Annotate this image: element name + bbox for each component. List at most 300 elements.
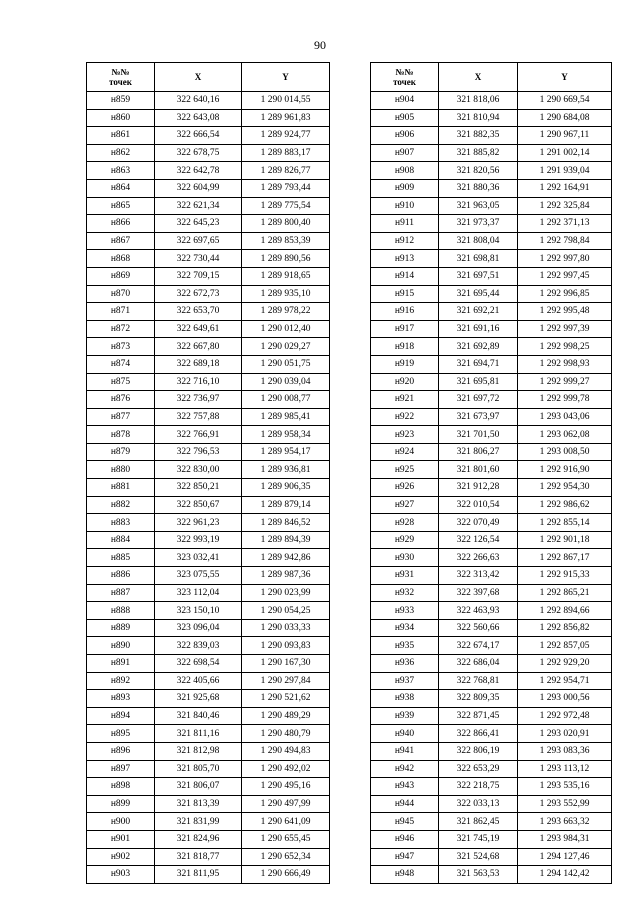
cell-y: 1 292 986,62	[518, 496, 612, 514]
cell-point: н866	[87, 215, 155, 233]
cell-point: н926	[371, 479, 439, 497]
cell-y: 1 290 033,33	[242, 619, 330, 637]
cell-point: н863	[87, 162, 155, 180]
cell-y: 1 292 894,66	[518, 602, 612, 620]
cell-y: 1 289 987,36	[242, 567, 330, 585]
header-point-line1: №№	[395, 67, 414, 77]
cell-point: н864	[87, 179, 155, 197]
table-row	[87, 408, 330, 426]
cell-y: 1 289 936,81	[242, 461, 330, 479]
cell-x: 321 813,39	[155, 795, 242, 813]
table-row	[87, 584, 330, 602]
cell-point: н865	[87, 197, 155, 215]
cell-y: 1 290 051,75	[242, 355, 330, 373]
cell-x: 322 642,78	[155, 162, 242, 180]
cell-y: 1 289 853,39	[242, 232, 330, 250]
cell-x: 322 405,66	[155, 672, 242, 690]
cell-y: 1 292 998,25	[518, 338, 612, 356]
cell-y: 1 290 521,62	[242, 690, 330, 708]
cell-x: 321 880,36	[439, 179, 518, 197]
cell-point: н912	[371, 232, 439, 250]
table-row	[371, 92, 612, 110]
cell-point: н895	[87, 725, 155, 743]
cell-point: н920	[371, 373, 439, 391]
table-row	[87, 250, 330, 268]
cell-point: н877	[87, 408, 155, 426]
cell-x: 321 885,82	[439, 144, 518, 162]
cell-point: н932	[371, 584, 439, 602]
table-row	[87, 303, 330, 321]
table-row	[87, 672, 330, 690]
table-row	[87, 443, 330, 461]
cell-point: н948	[371, 866, 439, 884]
table-row	[371, 320, 612, 338]
cell-x: 321 806,07	[155, 778, 242, 796]
cell-x: 321 912,28	[439, 479, 518, 497]
cell-point: н860	[87, 109, 155, 127]
cell-y: 1 290 641,09	[242, 813, 330, 831]
table-row	[87, 179, 330, 197]
table-row	[87, 373, 330, 391]
cell-point: н899	[87, 795, 155, 813]
cell-point: н941	[371, 742, 439, 760]
cell-y: 1 292 371,13	[518, 215, 612, 233]
cell-point: н915	[371, 285, 439, 303]
cell-x: 321 695,44	[439, 285, 518, 303]
cell-y: 1 289 942,86	[242, 549, 330, 567]
table-row	[87, 830, 330, 848]
cell-x: 322 689,18	[155, 355, 242, 373]
cell-x: 322 736,97	[155, 391, 242, 409]
cell-y: 1 290 655,45	[242, 830, 330, 848]
cell-x: 322 850,67	[155, 496, 242, 514]
cell-point: н939	[371, 707, 439, 725]
cell-y: 1 289 954,17	[242, 443, 330, 461]
cell-x: 321 806,27	[439, 443, 518, 461]
cell-y: 1 294 142,42	[518, 866, 612, 884]
cell-y: 1 289 906,35	[242, 479, 330, 497]
cell-y: 1 290 684,08	[518, 109, 612, 127]
table-row	[371, 655, 612, 673]
cell-point: н897	[87, 760, 155, 778]
cell-x: 322 697,65	[155, 232, 242, 250]
cell-x: 322 463,93	[439, 602, 518, 620]
cell-x: 321 805,70	[155, 760, 242, 778]
cell-point: н933	[371, 602, 439, 620]
cell-x: 322 666,54	[155, 127, 242, 145]
table-row	[87, 637, 330, 655]
table-row	[87, 742, 330, 760]
cell-point: н896	[87, 742, 155, 760]
cell-point: н880	[87, 461, 155, 479]
cell-x: 322 313,42	[439, 567, 518, 585]
table-row	[371, 285, 612, 303]
cell-point: н891	[87, 655, 155, 673]
cell-y: 1 292 999,27	[518, 373, 612, 391]
cell-x: 323 112,04	[155, 584, 242, 602]
cell-point: н940	[371, 725, 439, 743]
cell-point: н942	[371, 760, 439, 778]
cell-y: 1 290 492,02	[242, 760, 330, 778]
cell-y: 1 292 915,33	[518, 567, 612, 585]
table-row	[371, 742, 612, 760]
cell-x: 323 075,55	[155, 567, 242, 585]
cell-y: 1 293 062,08	[518, 426, 612, 444]
cell-x: 321 811,95	[155, 866, 242, 884]
cell-point: н883	[87, 514, 155, 532]
cell-y: 1 293 984,31	[518, 830, 612, 848]
table-row	[87, 320, 330, 338]
cell-point: н878	[87, 426, 155, 444]
cell-y: 1 289 985,41	[242, 408, 330, 426]
cell-point: н886	[87, 567, 155, 585]
table-row	[87, 549, 330, 567]
cell-x: 322 604,99	[155, 179, 242, 197]
cell-x: 321 673,97	[439, 408, 518, 426]
table-row	[371, 496, 612, 514]
table-row	[371, 303, 612, 321]
table-row	[371, 866, 612, 884]
cell-x: 322 649,61	[155, 320, 242, 338]
table-row	[87, 496, 330, 514]
cell-x: 322 645,23	[155, 215, 242, 233]
table-row	[371, 813, 612, 831]
cell-point: н921	[371, 391, 439, 409]
cell-x: 322 768,81	[439, 672, 518, 690]
cell-x: 322 560,66	[439, 619, 518, 637]
cell-x: 322 961,23	[155, 514, 242, 532]
cell-x: 321 695,81	[439, 373, 518, 391]
table-row	[371, 179, 612, 197]
table-row	[371, 549, 612, 567]
table-row	[87, 461, 330, 479]
cell-x: 321 824,96	[155, 830, 242, 848]
cell-point: н918	[371, 338, 439, 356]
cell-x: 322 126,54	[439, 531, 518, 549]
table-row	[87, 232, 330, 250]
cell-y: 1 292 999,78	[518, 391, 612, 409]
cell-x: 322 070,49	[439, 514, 518, 532]
cell-point: н875	[87, 373, 155, 391]
table-row	[371, 232, 612, 250]
header-y: Y	[242, 63, 330, 92]
cell-point: н889	[87, 619, 155, 637]
cell-y: 1 290 054,25	[242, 602, 330, 620]
cell-x: 321 801,60	[439, 461, 518, 479]
cell-x: 321 812,98	[155, 742, 242, 760]
cell-x: 321 811,16	[155, 725, 242, 743]
cell-x: 322 866,41	[439, 725, 518, 743]
cell-y: 1 292 929,20	[518, 655, 612, 673]
cell-point: н892	[87, 672, 155, 690]
cell-y: 1 293 663,32	[518, 813, 612, 831]
right-table-body	[371, 92, 612, 884]
table-row	[371, 443, 612, 461]
cell-y: 1 292 995,48	[518, 303, 612, 321]
cell-y: 1 293 008,50	[518, 443, 612, 461]
table-row	[87, 725, 330, 743]
cell-y: 1 289 775,54	[242, 197, 330, 215]
cell-x: 322 757,88	[155, 408, 242, 426]
table-row	[87, 567, 330, 585]
cell-y: 1 292 855,14	[518, 514, 612, 532]
cell-point: н873	[87, 338, 155, 356]
cell-y: 1 293 020,91	[518, 725, 612, 743]
cell-y: 1 290 652,34	[242, 848, 330, 866]
table-row	[87, 355, 330, 373]
cell-point: н890	[87, 637, 155, 655]
cell-x: 322 806,19	[439, 742, 518, 760]
cell-x: 322 839,03	[155, 637, 242, 655]
table-row	[371, 778, 612, 796]
table-row	[371, 373, 612, 391]
cell-x: 322 716,10	[155, 373, 242, 391]
header-point-line2: точек	[109, 77, 132, 87]
cell-x: 322 766,91	[155, 426, 242, 444]
cell-y: 1 289 800,40	[242, 215, 330, 233]
cell-point: н924	[371, 443, 439, 461]
cell-x: 321 698,81	[439, 250, 518, 268]
cell-y: 1 291 002,14	[518, 144, 612, 162]
header-y: Y	[518, 63, 612, 92]
cell-x: 322 686,04	[439, 655, 518, 673]
table-row	[87, 267, 330, 285]
cell-point: н943	[371, 778, 439, 796]
cell-point: н911	[371, 215, 439, 233]
table-row	[371, 144, 612, 162]
cell-point: н922	[371, 408, 439, 426]
table-row	[87, 707, 330, 725]
table-row	[87, 690, 330, 708]
cell-point: н908	[371, 162, 439, 180]
cell-point: н909	[371, 179, 439, 197]
cell-point: н914	[371, 267, 439, 285]
cell-y: 1 289 958,34	[242, 426, 330, 444]
cell-point: н859	[87, 92, 155, 110]
cell-point: н872	[87, 320, 155, 338]
table-row	[87, 848, 330, 866]
table-row	[87, 866, 330, 884]
cell-x: 321 692,21	[439, 303, 518, 321]
cell-point: н930	[371, 549, 439, 567]
cell-x: 321 973,37	[439, 215, 518, 233]
cell-y: 1 289 978,22	[242, 303, 330, 321]
cell-y: 1 290 497,99	[242, 795, 330, 813]
table-row	[87, 92, 330, 110]
cell-y: 1 292 916,90	[518, 461, 612, 479]
cell-y: 1 290 012,40	[242, 320, 330, 338]
cell-x: 322 621,34	[155, 197, 242, 215]
cell-point: н879	[87, 443, 155, 461]
cell-x: 322 667,80	[155, 338, 242, 356]
table-row	[371, 690, 612, 708]
cell-x: 322 653,29	[439, 760, 518, 778]
cell-point: н927	[371, 496, 439, 514]
cell-y: 1 293 043,06	[518, 408, 612, 426]
cell-y: 1 290 014,55	[242, 92, 330, 110]
cell-point: н923	[371, 426, 439, 444]
table-row	[87, 338, 330, 356]
cell-x: 321 697,51	[439, 267, 518, 285]
cell-point: н876	[87, 391, 155, 409]
cell-x: 322 830,00	[155, 461, 242, 479]
cell-y: 1 292 997,80	[518, 250, 612, 268]
cell-y: 1 293 000,56	[518, 690, 612, 708]
cell-y: 1 293 113,12	[518, 760, 612, 778]
cell-y: 1 290 029,27	[242, 338, 330, 356]
cell-y: 1 289 883,17	[242, 144, 330, 162]
cell-x: 322 871,45	[439, 707, 518, 725]
cell-y: 1 293 552,99	[518, 795, 612, 813]
cell-point: н898	[87, 778, 155, 796]
cell-x: 321 810,94	[439, 109, 518, 127]
table-row	[371, 215, 612, 233]
cell-y: 1 292 856,82	[518, 619, 612, 637]
cell-point: н904	[371, 92, 439, 110]
table-row	[371, 672, 612, 690]
cell-point: н913	[371, 250, 439, 268]
table-row	[371, 637, 612, 655]
header-point-number	[87, 63, 155, 92]
table-row	[371, 567, 612, 585]
table-row	[371, 338, 612, 356]
cell-point: н894	[87, 707, 155, 725]
table-row	[87, 619, 330, 637]
table-row	[371, 619, 612, 637]
cell-x: 321 563,53	[439, 866, 518, 884]
cell-point: н901	[87, 830, 155, 848]
table-row	[371, 531, 612, 549]
cell-point: н931	[371, 567, 439, 585]
cell-point: н868	[87, 250, 155, 268]
page-number: 90	[314, 38, 326, 52]
cell-point: н900	[87, 813, 155, 831]
cell-x: 321 697,72	[439, 391, 518, 409]
cell-point: н944	[371, 795, 439, 813]
header-point-line1: №№	[111, 67, 130, 77]
cell-point: н917	[371, 320, 439, 338]
cell-point: н928	[371, 514, 439, 532]
cell-point: н945	[371, 813, 439, 831]
cell-x: 321 925,68	[155, 690, 242, 708]
cell-x: 322 266,63	[439, 549, 518, 567]
cell-point: н867	[87, 232, 155, 250]
table-row	[371, 461, 612, 479]
table-header-row	[87, 63, 330, 92]
table-row	[371, 830, 612, 848]
cell-point: н938	[371, 690, 439, 708]
cell-y: 1 292 998,93	[518, 355, 612, 373]
cell-x: 321 701,50	[439, 426, 518, 444]
cell-x: 322 653,70	[155, 303, 242, 321]
table-row	[371, 355, 612, 373]
cell-y: 1 289 894,39	[242, 531, 330, 549]
cell-y: 1 293 083,36	[518, 742, 612, 760]
cell-x: 322 672,73	[155, 285, 242, 303]
cell-y: 1 292 867,17	[518, 549, 612, 567]
cell-y: 1 289 924,77	[242, 127, 330, 145]
cell-x: 322 796,53	[155, 443, 242, 461]
table-row	[371, 197, 612, 215]
table-row	[371, 127, 612, 145]
cell-y: 1 290 669,54	[518, 92, 612, 110]
cell-y: 1 292 865,21	[518, 584, 612, 602]
table-row	[87, 813, 330, 831]
cell-x: 322 397,68	[439, 584, 518, 602]
cell-x: 322 674,17	[439, 637, 518, 655]
table-row	[87, 531, 330, 549]
table-row	[87, 778, 330, 796]
cell-y: 1 293 535,16	[518, 778, 612, 796]
header-x: X	[439, 63, 518, 92]
table-row	[371, 760, 612, 778]
table-row	[371, 267, 612, 285]
cell-point: н903	[87, 866, 155, 884]
cell-x: 321 882,35	[439, 127, 518, 145]
cell-x: 322 033,13	[439, 795, 518, 813]
table-row	[87, 426, 330, 444]
cell-y: 1 289 846,52	[242, 514, 330, 532]
cell-x: 322 850,21	[155, 479, 242, 497]
cell-y: 1 292 996,85	[518, 285, 612, 303]
table-row	[371, 707, 612, 725]
cell-x: 322 698,54	[155, 655, 242, 673]
cell-x: 323 096,04	[155, 619, 242, 637]
cell-x: 322 643,08	[155, 109, 242, 127]
cell-x: 323 032,41	[155, 549, 242, 567]
cell-point: н888	[87, 602, 155, 620]
cell-x: 321 524,68	[439, 848, 518, 866]
cell-x: 321 694,71	[439, 355, 518, 373]
table-row	[371, 848, 612, 866]
table-row	[87, 760, 330, 778]
left-table-body	[87, 92, 330, 884]
cell-x: 321 831,99	[155, 813, 242, 831]
table-row	[87, 197, 330, 215]
cell-y: 1 289 793,44	[242, 179, 330, 197]
cell-y: 1 289 879,14	[242, 496, 330, 514]
cell-x: 321 862,45	[439, 813, 518, 831]
table-row	[371, 408, 612, 426]
cell-point: н916	[371, 303, 439, 321]
table-row	[87, 215, 330, 233]
cell-point: н870	[87, 285, 155, 303]
cell-x: 322 993,19	[155, 531, 242, 549]
cell-y: 1 290 167,30	[242, 655, 330, 673]
cell-y: 1 291 939,04	[518, 162, 612, 180]
cell-point: н937	[371, 672, 439, 690]
cell-point: н925	[371, 461, 439, 479]
cell-x: 321 745,19	[439, 830, 518, 848]
cell-point: н871	[87, 303, 155, 321]
table-row	[371, 795, 612, 813]
cell-x: 321 808,04	[439, 232, 518, 250]
cell-y: 1 290 039,04	[242, 373, 330, 391]
cell-point: н874	[87, 355, 155, 373]
cell-y: 1 290 093,83	[242, 637, 330, 655]
cell-point: н861	[87, 127, 155, 145]
cell-point: н885	[87, 549, 155, 567]
table-row	[87, 514, 330, 532]
table-row	[371, 250, 612, 268]
cell-point: н884	[87, 531, 155, 549]
cell-x: 323 150,10	[155, 602, 242, 620]
cell-y: 1 290 480,79	[242, 725, 330, 743]
cell-point: н906	[371, 127, 439, 145]
cell-x: 322 709,15	[155, 267, 242, 285]
cell-y: 1 290 008,77	[242, 391, 330, 409]
cell-point: н935	[371, 637, 439, 655]
